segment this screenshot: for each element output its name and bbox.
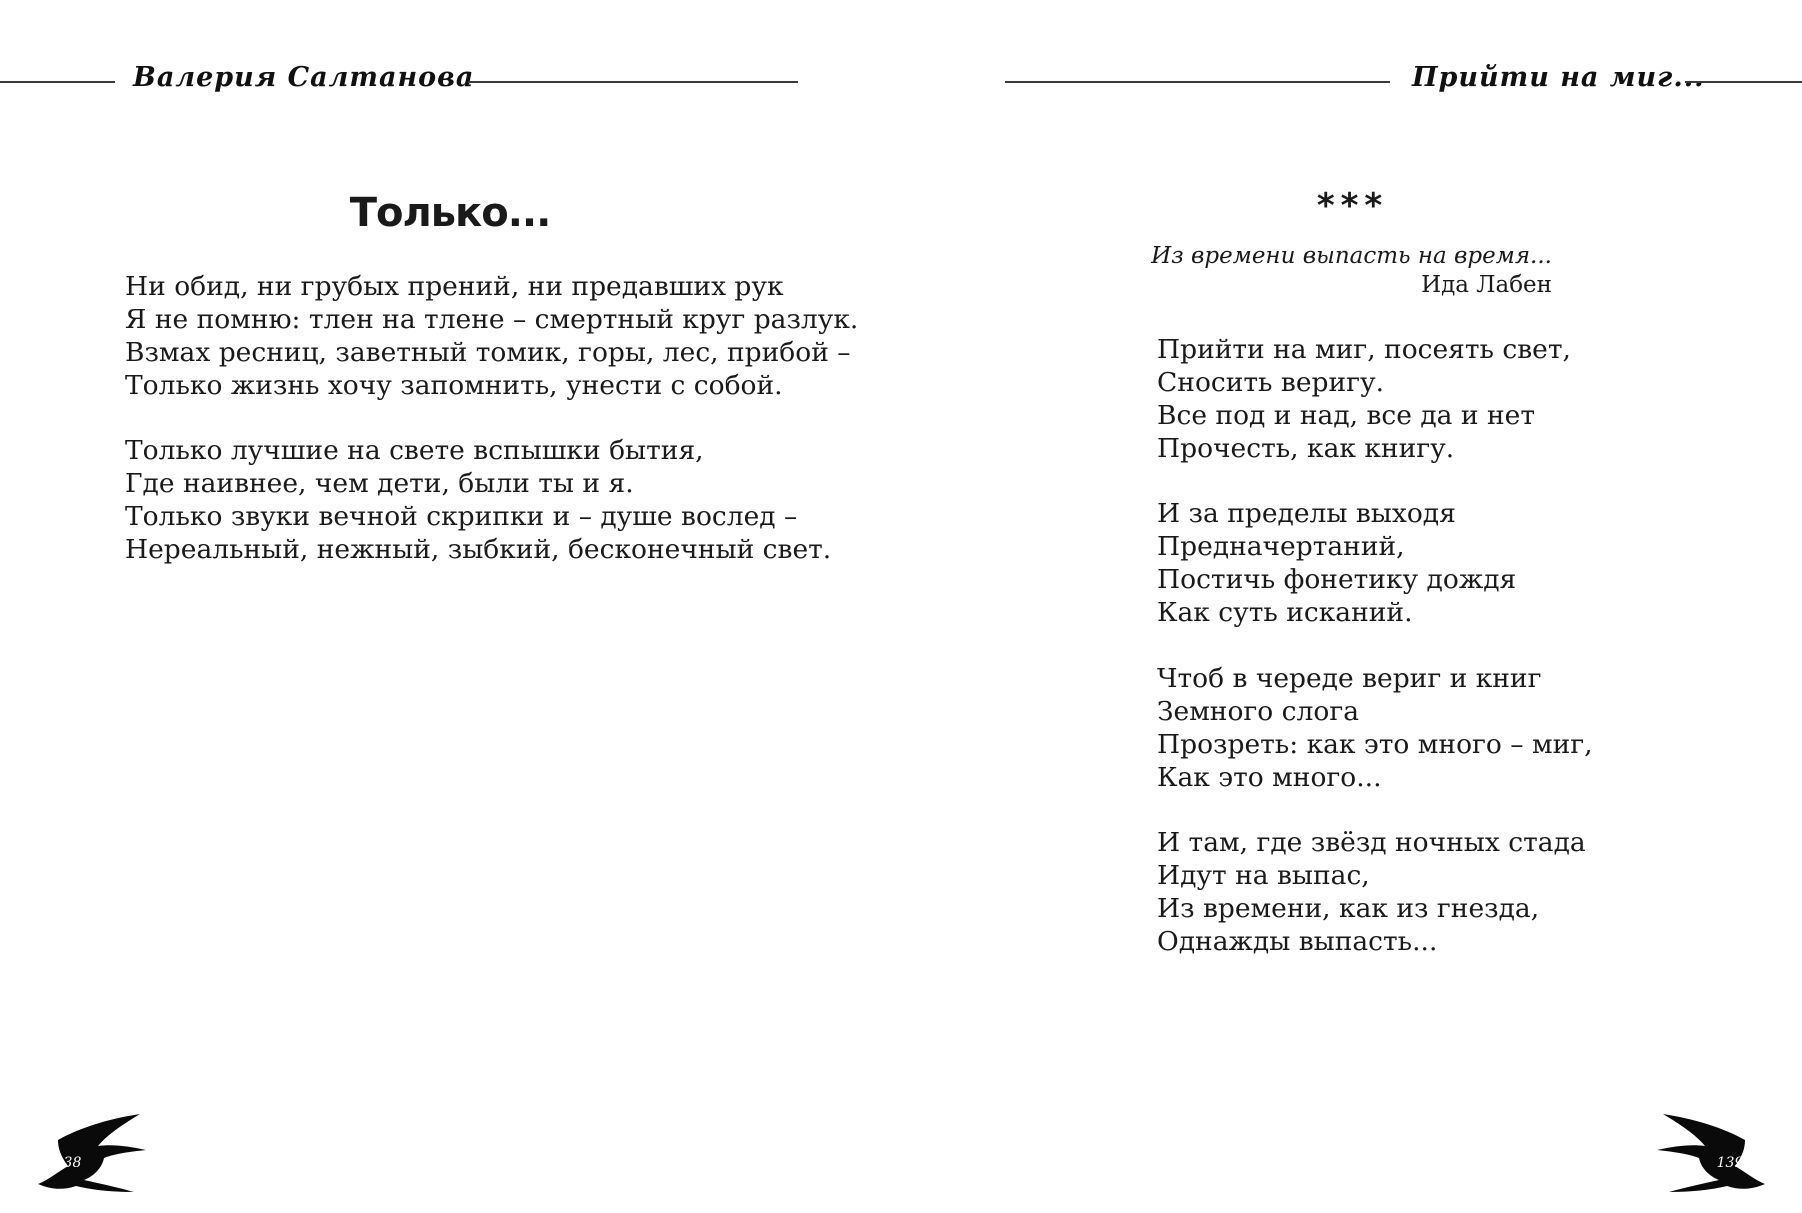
header-rule-left-inner: [468, 81, 798, 83]
page-number-right: 139: [1716, 1155, 1744, 1171]
section-separator: ***: [1316, 186, 1389, 226]
poem-line: И там, где звёзд ночных стада: [1157, 827, 1586, 858]
poem-line: Где наивнее, чем дети, были ты и я.: [125, 468, 634, 499]
header-rule-left-outer: [0, 81, 115, 83]
poem-line: Как суть исканий.: [1157, 597, 1413, 628]
epigraph-quote: Из времени выпасть на время...: [1151, 243, 1552, 269]
poem-line: Нереальный, нежный, зыбкий, бесконечный свет.: [125, 534, 832, 565]
poem-line: Земного слога: [1157, 696, 1359, 727]
right-stanza-1: [1157, 333, 1571, 465]
poem-line: И за пределы выходя: [1157, 498, 1456, 529]
poem-line: Однажды выпасть...: [1157, 926, 1438, 957]
running-head-book-title: Прийти на миг...: [1412, 62, 1705, 93]
poem-line: Как это много...: [1157, 762, 1382, 793]
poem-line: Сносить веригу.: [1157, 367, 1385, 398]
running-head-author: Валерия Салтанова: [133, 62, 475, 93]
epigraph: [1151, 242, 1552, 300]
poem-line: Только звуки вечной скрипки и – душе вослед –: [125, 501, 798, 532]
poem-line: Только жизнь хочу запомнить, унести с собой.: [125, 370, 783, 401]
right-stanza-2: [1157, 497, 1516, 629]
poem-line: Ни обид, ни грубых прений, ни предавших рук: [125, 271, 784, 302]
poem-line: Идут на выпас,: [1157, 860, 1370, 891]
poem-line: Я не помню: тлен на тлене – смертный круг разлук.: [125, 304, 859, 335]
poem-line: Прозреть: как это много – миг,: [1157, 729, 1593, 760]
swallow-icon: [1655, 1110, 1775, 1194]
left-stanza-1: [125, 270, 858, 402]
poem-line: Из времени, как из гнезда,: [1157, 893, 1540, 924]
poem-line: Все под и над, все да и нет: [1157, 400, 1535, 431]
header-rule-right-inner: [1005, 81, 1390, 83]
poem-line: Чтоб в череде вериг и книг: [1157, 663, 1542, 694]
swallow-icon: [28, 1110, 148, 1194]
poem-line: Только лучшие на свете вспышки бытия,: [125, 435, 704, 466]
poem-title: Только...: [349, 190, 551, 236]
epigraph-author: Ида Лабен: [1421, 272, 1552, 298]
right-stanza-4: [1157, 826, 1586, 958]
poem-line: Постичь фонетику дождя: [1157, 564, 1517, 595]
poem-line: Прочесть, как книгу.: [1157, 433, 1455, 464]
poem-line: Предначертаний,: [1157, 531, 1405, 562]
poem-line: Прийти на миг, посеять свет,: [1157, 334, 1571, 365]
page-number-left: 138: [54, 1155, 82, 1171]
left-stanza-2: [125, 434, 831, 566]
poem-line: Взмах ресниц, заветный томик, горы, лес, прибой –: [125, 337, 851, 368]
header-rule-right-outer: [1685, 81, 1802, 83]
right-stanza-3: [1157, 662, 1593, 794]
